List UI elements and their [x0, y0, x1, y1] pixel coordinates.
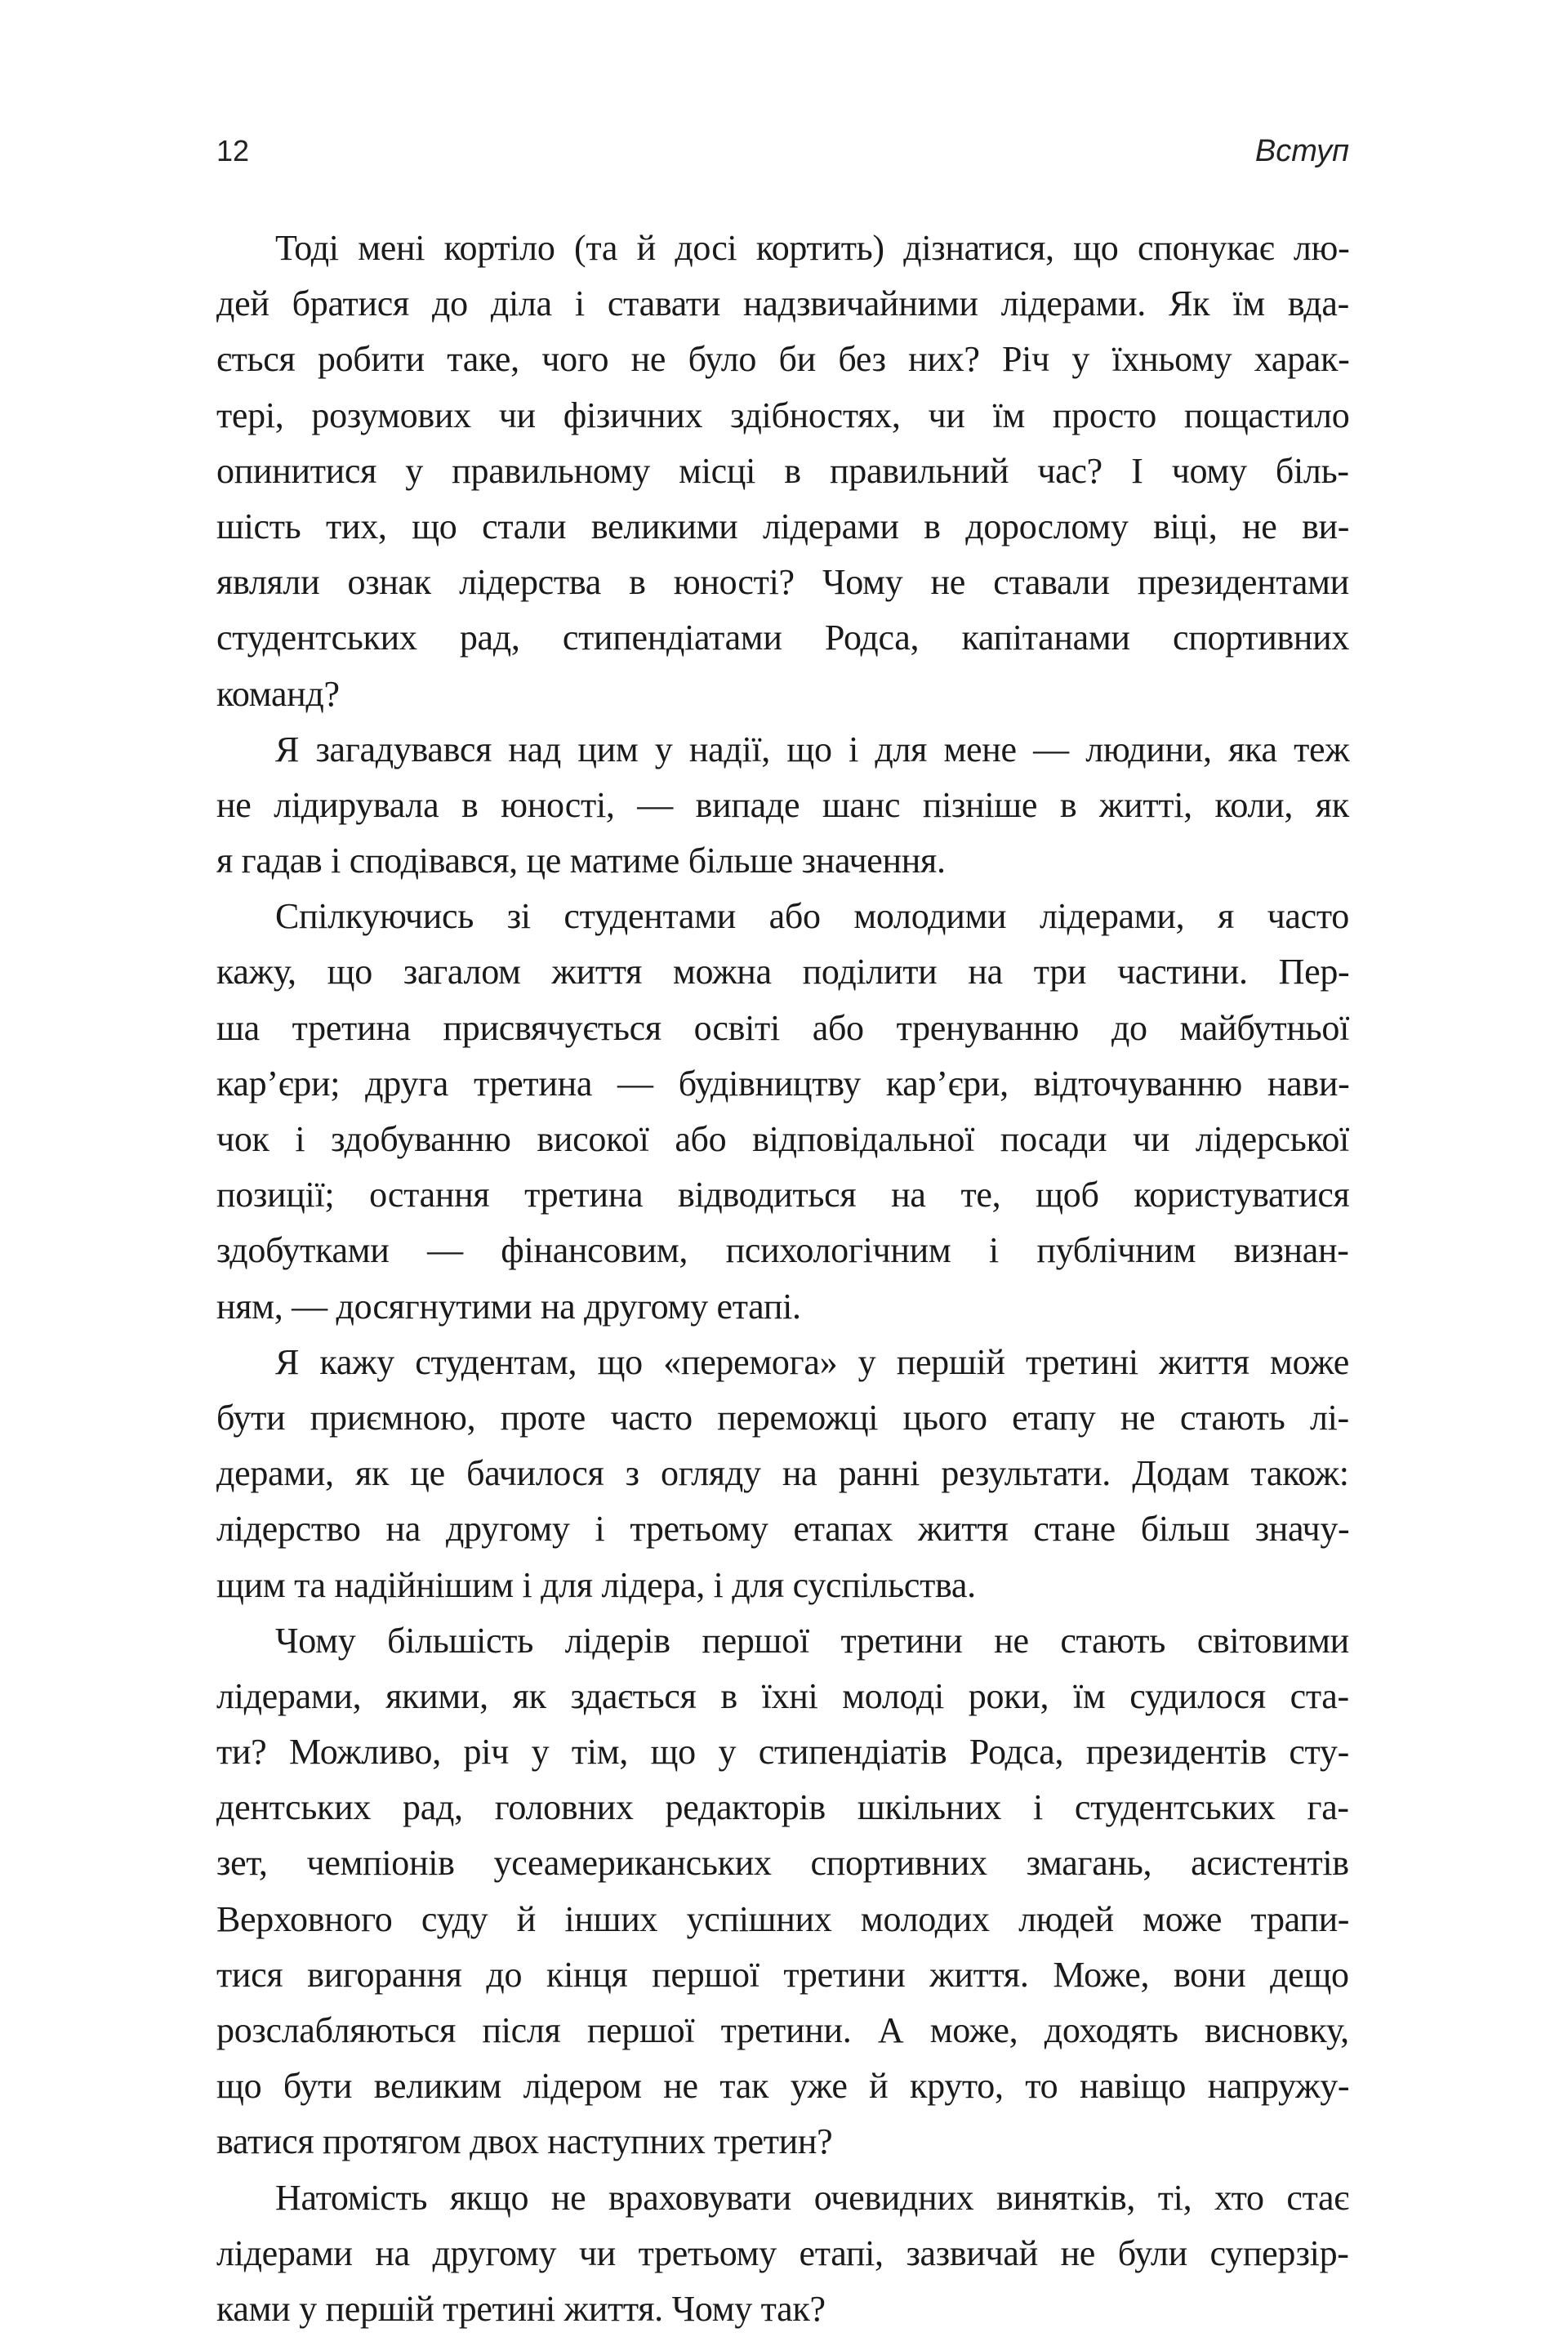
text-line: ша третина присвячується освіті або тренуванню до майбутньої [216, 1007, 1349, 1048]
text-line: ням, — досягнутими на другому етапі. [216, 1286, 801, 1327]
paragraph [216, 722, 1349, 890]
text-line: Я загадувався над цим у надії, що і для мене — людини, яка теж [275, 729, 1350, 769]
text-line: тися вигорання до кінця першої третини життя. Може, вони дещо [216, 1954, 1349, 1995]
text-line: Я кажу студентам, що «перемога» у першій третині життя може [275, 1341, 1349, 1382]
body-text [216, 221, 1349, 2337]
text-line: опинитися у правильному місці в правильний час? І чому біль- [216, 450, 1349, 491]
section-title: Вступ [1254, 134, 1349, 168]
text-line: позиції; остання третина відводиться на те, щоб користуватися [216, 1175, 1350, 1215]
text-line: Натомість якщо не враховувати очевидних винятків, ті, хто стає [275, 2177, 1349, 2218]
text-line: кажу, що загалом життя можна поділити на три частини. Пер- [216, 952, 1350, 992]
text-line: бути приємною, проте часто переможці цього етапу не стають лі- [216, 1397, 1349, 1438]
text-line: не лідирувала в юності, — випаде шанс пізніше в житті, коли, як [216, 784, 1349, 825]
text-line: зет, чемпіонів усеамериканських спортивних змагань, асистентів [216, 1843, 1349, 1884]
text-line: лідерами, якими, як здається в їхні молоді роки, їм судилося ста- [216, 1675, 1349, 1716]
text-line: являли ознак лідерства в юності? Чому не ставали президентами [216, 562, 1349, 603]
text-line: ватися протягом двох наступних третин? [216, 2121, 833, 2162]
text-line: Верховного суду й інших успішних молодих людей може трапи- [216, 1898, 1350, 1939]
text-line: Тоді мені кортіло (та й досі кортить) дізнатися, що спонукає лю- [275, 228, 1350, 268]
paragraph [216, 889, 1349, 1335]
text-line: студентських рад, стипендіатами Родса, капітанами спортивних [216, 618, 1350, 658]
text-line: ти? Можливо, річ у тім, що у стипендіатів Родса, президентів сту- [216, 1732, 1349, 1773]
text-line: я гадав і сподівався, це матиме більше значення. [216, 841, 946, 881]
paragraph [216, 2170, 1349, 2337]
text-line: здобутками — фінансовим, психологічним і публічним визнан- [216, 1230, 1349, 1271]
text-line: Чому більшість лідерів першої третини не стають світовими [275, 1620, 1349, 1661]
text-line: кар’єри; друга третина — будівництву кар’єри, відточуванню нави- [216, 1063, 1350, 1104]
text-line: дентських рад, головних редакторів шкільних і студентських га- [216, 1787, 1349, 1828]
text-line: розслабляються після першої третини. А може, доходять висновку, [216, 2010, 1349, 2050]
running-head [216, 131, 1349, 172]
text-line: щим та надійнішим і для лідера, і для суспільства. [216, 1564, 976, 1605]
text-line: ками у першій третині життя. Чому так? [216, 2288, 826, 2329]
text-line: команд? [216, 673, 340, 714]
paragraph [216, 1613, 1349, 2170]
text-line: що бути великим лідером не так уже й круто, то навіщо напружу- [216, 2066, 1350, 2107]
paragraph [216, 1335, 1349, 1613]
page-number: 12 [216, 134, 250, 167]
paragraph [216, 221, 1349, 722]
text-line: чок і здобуванню високої або відповідальної посади чи лідерської [216, 1119, 1349, 1159]
text-line: шість тих, що стали великими лідерами в дорослому віці, не ви- [216, 506, 1350, 546]
text-line: ється робити таке, чого не було би без них? Річ у їхньому харак- [216, 339, 1350, 380]
text-line: лідерами на другому чи третьому етапі, зазвичай не були суперзір- [216, 2232, 1349, 2273]
text-line: дей братися до діла і ставати надзвичайними лідерами. Як їм вда- [216, 283, 1349, 324]
text-line: Спілкуючись зі студентами або молодими лідерами, я часто [275, 896, 1349, 937]
text-line: тері, розумових чи фізичних здібностях, чи їм просто пощастило [216, 395, 1350, 435]
text-line: лідерство на другому і третьому етапах життя стане більш значу- [216, 1509, 1350, 1550]
text-line: дерами, як це бачилося з огляду на ранні результати. Додам також: [216, 1453, 1349, 1494]
